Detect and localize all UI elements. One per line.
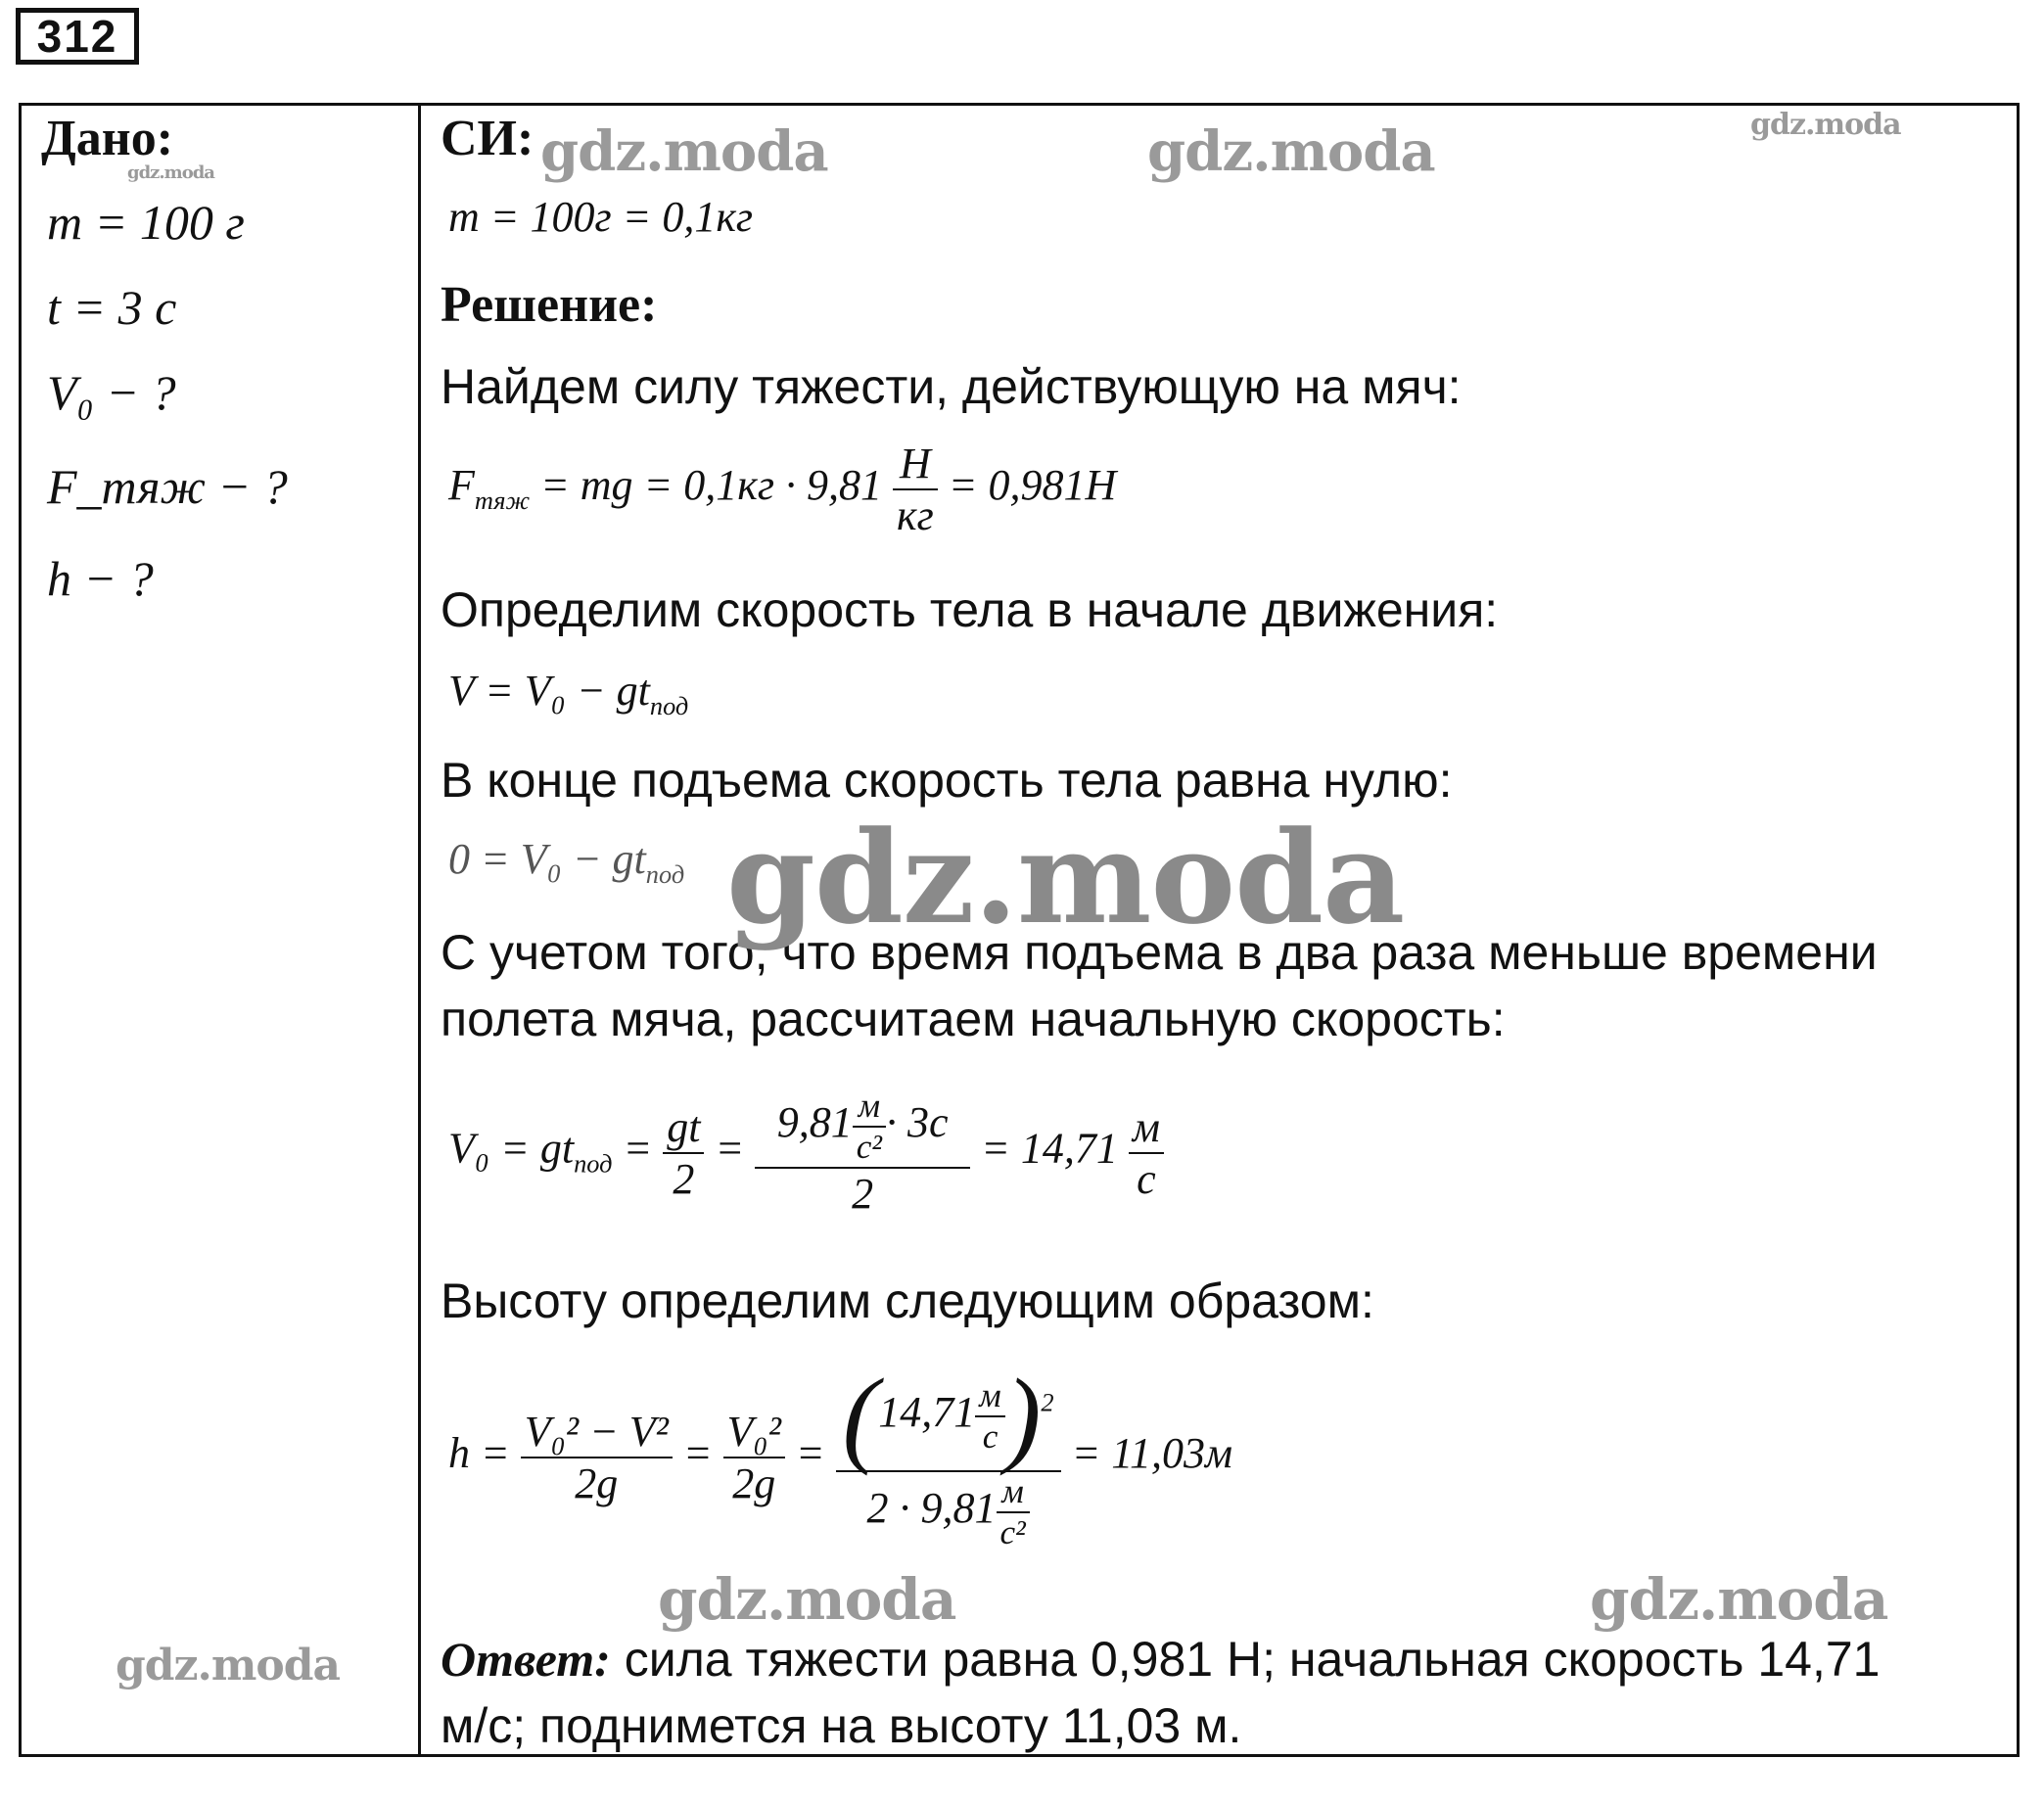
solution-line-4b: полета мяча, рассчитаем начальную скорость: bbox=[441, 992, 1506, 1046]
solution-line-1: Найдем силу тяжести, действующую на мяч: bbox=[441, 359, 1462, 414]
formula1-unit-den: кг bbox=[897, 491, 934, 539]
formula5-frac1-num: V₀² − V² bbox=[521, 1407, 673, 1458]
solution-line-4a: С учетом того, что время подъема в два раза меньше времени bbox=[441, 925, 1878, 980]
formula1-lhs: F bbox=[448, 461, 475, 510]
solution-line-2: Определим скорость тела в начале движения: bbox=[441, 582, 1499, 637]
formula4-frac2-num-b: · 3с bbox=[885, 1098, 949, 1147]
column-divider bbox=[418, 103, 421, 1757]
formula4-frac2-unit-n: м bbox=[853, 1087, 886, 1128]
given-header: Дано: bbox=[41, 111, 174, 166]
formula3-main: 0 = V₀ − gt bbox=[448, 835, 646, 883]
solution-line-5: Высоту определим следующим образом: bbox=[441, 1273, 1374, 1328]
formula4-frac1-den: 2 bbox=[673, 1154, 695, 1203]
watermark: gdz.moda bbox=[116, 1641, 341, 1690]
solution-line-3: В конце подъема скорость тела равна нулю: bbox=[441, 753, 1453, 808]
formula5-frac3-unit-d: с bbox=[982, 1417, 999, 1456]
formula4-frac2-den: 2 bbox=[852, 1170, 874, 1218]
given-time: t = 3 с bbox=[47, 280, 177, 335]
given-gravity-force: F_тяж − ? bbox=[47, 459, 288, 514]
formula4-sub: под bbox=[574, 1148, 613, 1179]
si-conversion: m = 100г = 0,1кг bbox=[448, 193, 754, 241]
formula4-frac2-num-a: 9,81 bbox=[776, 1098, 853, 1147]
formula4-result: = 14,71 bbox=[970, 1124, 1118, 1173]
si-header: СИ: bbox=[441, 111, 534, 166]
formula5-frac3-den: 2 · 9,81 bbox=[866, 1484, 997, 1533]
solution-header: Решение: bbox=[441, 277, 658, 333]
formula5-frac3-unit-n: м bbox=[975, 1376, 1004, 1417]
formula5-lhs: h = bbox=[448, 1429, 521, 1478]
formula5-frac3-den-unit-n: м bbox=[997, 1472, 1030, 1513]
formula-initial-speed bbox=[448, 1087, 1164, 1219]
formula4-frac1-num: gt bbox=[663, 1102, 704, 1154]
formula5-frac1-den: 2g bbox=[575, 1459, 619, 1507]
answer-text-1: сила тяжести равна 0,981 Н; начальная скорость 14,71 bbox=[610, 1632, 1881, 1687]
watermark: gdz.moda bbox=[726, 803, 1405, 952]
formula4-eq2: = bbox=[715, 1124, 756, 1173]
formula-height: h = $\frac{\text{V₀² − V²}}{2g}$ = $\frac{\text{V₀²}}{2g}$ = (14,71 $\frac{м}{с}$ )$^2$ 2 · 9,81 $\frac{м}{\text{с²}}$ = 11,03м bbox=[448, 1357, 1233, 1551]
watermark: gdz.moda bbox=[1750, 108, 1901, 142]
formula1-lhs-sub: тяж bbox=[474, 485, 531, 515]
formula4-frac2-unit-d: с² bbox=[856, 1128, 882, 1166]
formula4-res-unit-n: м bbox=[1129, 1102, 1164, 1154]
formula4-eq: = bbox=[612, 1124, 664, 1173]
formula1-result: = 0,981Н bbox=[937, 461, 1117, 510]
given-mass: m = 100 г bbox=[47, 195, 245, 250]
watermark: gdz.moda bbox=[1147, 119, 1435, 184]
formula5-frac3-num: 14,71 bbox=[878, 1388, 976, 1437]
answer-line-2: м/с; поднимется на высоту 11,03 м. bbox=[441, 1698, 1242, 1753]
formula4-res-unit-d: с bbox=[1137, 1154, 1156, 1203]
formula1-mid: = mg = 0,1кг · 9,81 bbox=[530, 461, 882, 510]
formula2-main: V = V₀ − gt bbox=[448, 667, 650, 715]
formula5-frac2-den: 2g bbox=[732, 1459, 776, 1507]
formula5-frac2-num: V₀² bbox=[723, 1407, 785, 1458]
given-height: h − ? bbox=[47, 551, 154, 606]
given-initial-speed: V₀ − ? bbox=[47, 365, 176, 420]
watermark: gdz.moda bbox=[540, 119, 828, 184]
watermark: gdz.moda bbox=[658, 1566, 956, 1633]
formula4-lhs: V₀ = gt bbox=[448, 1124, 575, 1173]
formula2-sub: под bbox=[649, 690, 689, 720]
formula3-sub: под bbox=[645, 858, 685, 889]
answer-label: Ответ: bbox=[441, 1632, 611, 1687]
formula-zero-velocity bbox=[448, 834, 684, 890]
formula1-unit-num: Н bbox=[893, 439, 938, 490]
answer-line-1 bbox=[441, 1631, 1880, 1688]
watermark: gdz.moda bbox=[1590, 1566, 1888, 1633]
formula-gravity-force bbox=[448, 439, 1116, 540]
formula5-result: = 11,03м bbox=[1060, 1429, 1233, 1478]
formula5-frac3-den-unit-d: с² bbox=[999, 1513, 1026, 1551]
formula-velocity bbox=[448, 666, 688, 721]
watermark: gdz.moda bbox=[127, 162, 214, 183]
problem-number: 312 bbox=[16, 8, 139, 65]
formula5-frac3-power: 2 bbox=[1041, 1387, 1054, 1417]
